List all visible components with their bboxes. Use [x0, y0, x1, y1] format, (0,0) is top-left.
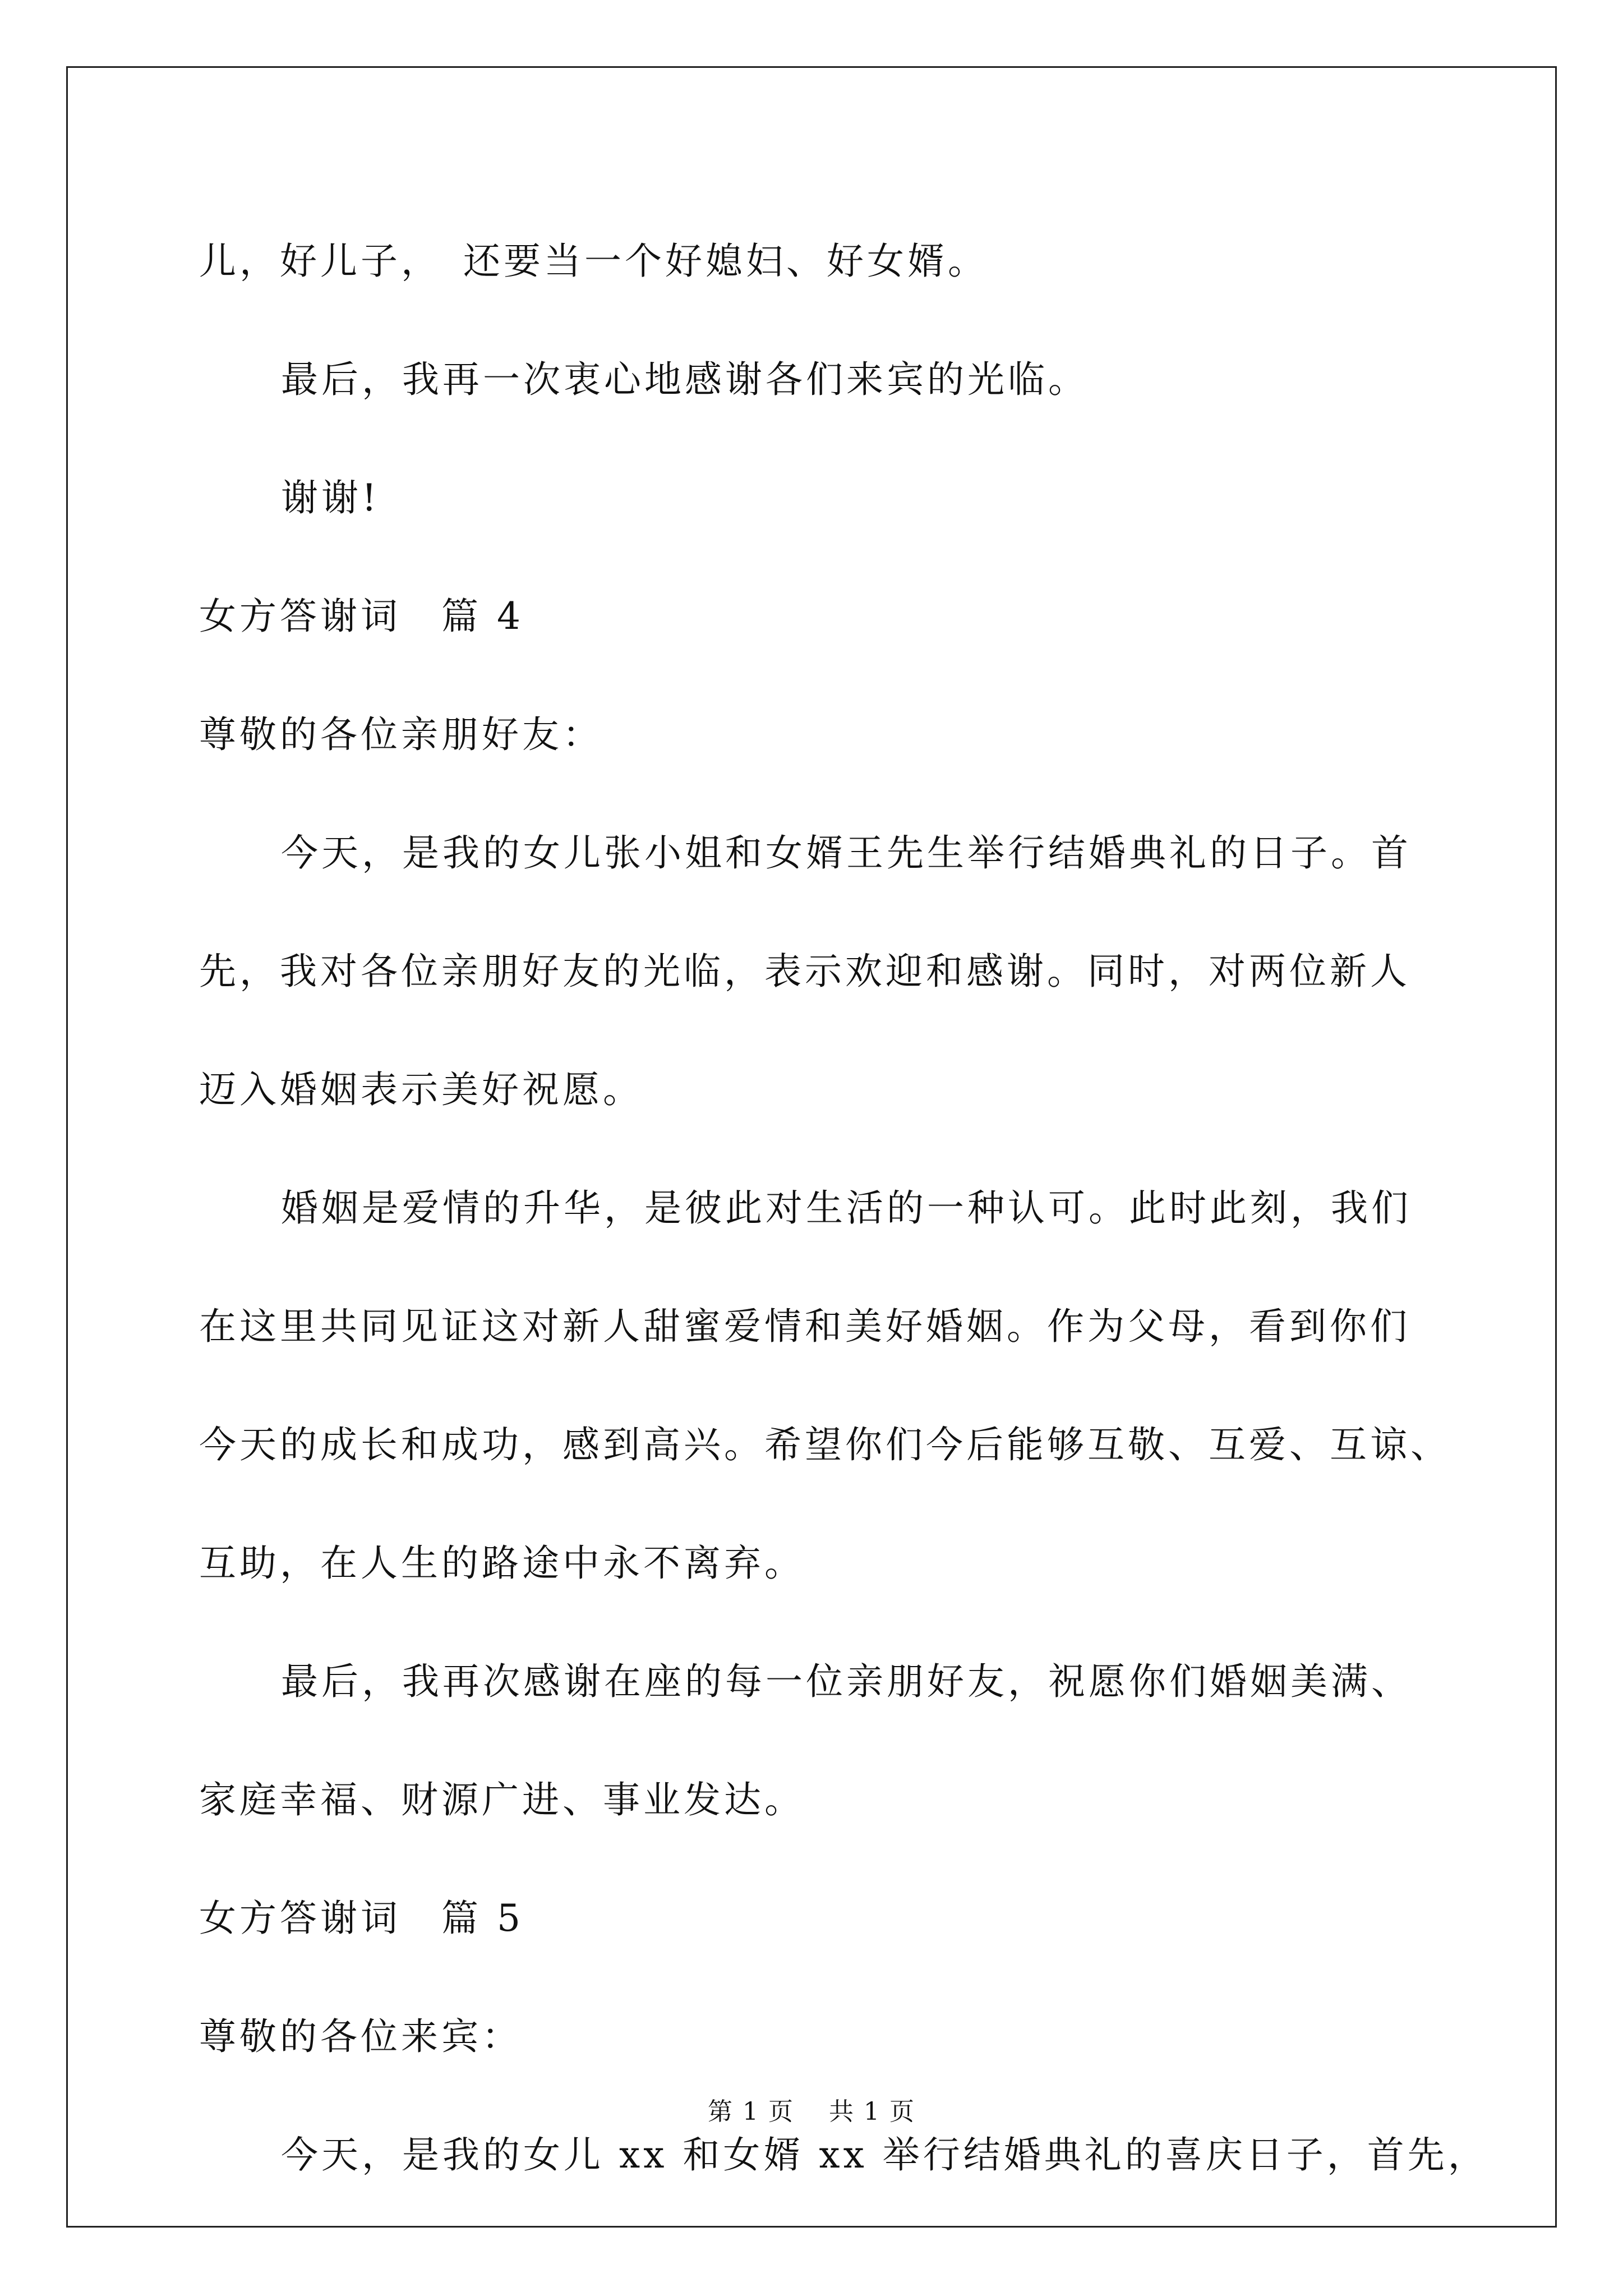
text-line: 儿，好儿子， 还要当一个好媳妇、好女婿。: [199, 240, 988, 283]
section-heading: 女方答谢词 篇 5: [199, 1897, 524, 1940]
text-line: 最后，我再次感谢在座的每一位亲朋好友，祝愿你们婚姻美满、: [281, 1660, 1412, 1703]
text-line: 谢谢!: [281, 476, 380, 519]
text-line: 最后，我再一次衷心地感谢各们来宾的光临。: [281, 358, 1089, 401]
text-line: 家庭幸福、财源广进、事业发达。: [199, 1778, 805, 1821]
text-line: 互助，在人生的路途中永不离弃。: [199, 1542, 805, 1585]
text-line: 婚姻是爱情的升华，是彼此对生活的一种认可。此时此刻，我们: [281, 1186, 1412, 1230]
section-heading: 女方答谢词 篇 4: [199, 595, 524, 638]
document-body: [199, 202, 1488, 2214]
text-line: 在这里共同见证这对新人甜蜜爱情和美好婚姻。作为父母，看到你们: [199, 1305, 1410, 1348]
page-footer: 第 1 页 共 1 页: [708, 2097, 915, 2126]
salutation: 尊敬的各位来宾：: [199, 2015, 522, 2058]
text-line: 今天的成长和成功，感到高兴。希望你们今后能够互敬、互爱、互谅、: [199, 1423, 1451, 1466]
text-line: 先，我对各位亲朋好友的光临，表示欢迎和感谢。同时，对两位新人: [199, 950, 1410, 993]
text-line: 今天，是我的女儿张小姐和女婿王先生举行结婚典礼的日子。首: [281, 831, 1412, 875]
salutation: 尊敬的各位亲朋好友：: [199, 713, 603, 756]
text-line: 迈入婚姻表示美好祝愿。: [199, 1068, 643, 1111]
text-line: 今天，是我的女儿 xx 和女婿 xx 举行结婚典礼的喜庆日子，首先，: [281, 2133, 1488, 2177]
